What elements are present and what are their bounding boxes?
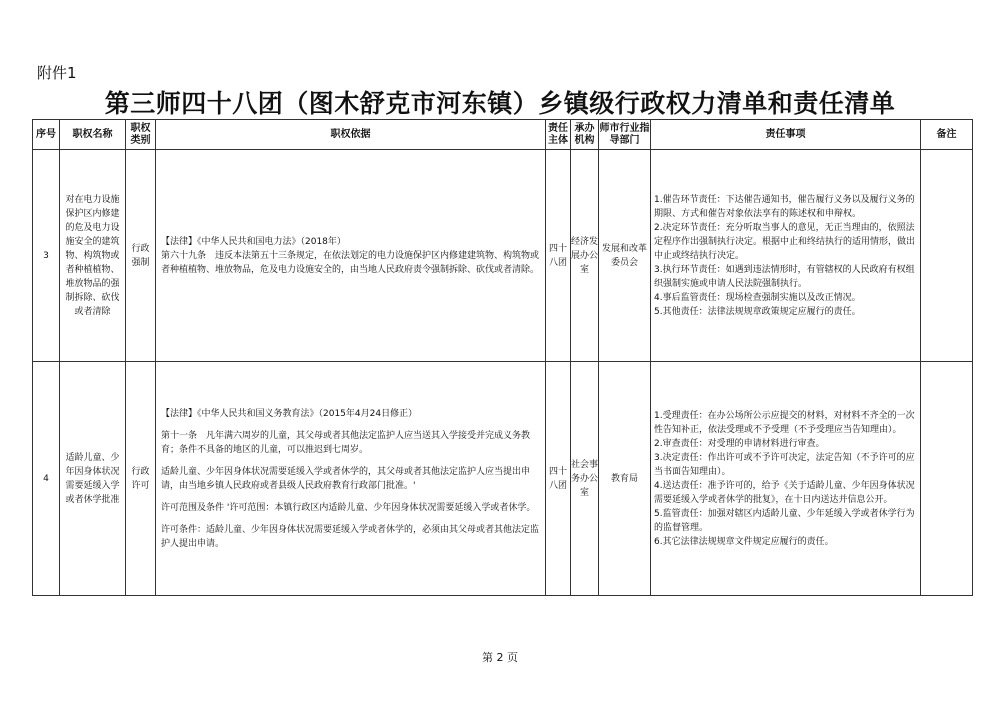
row-basis: [156, 150, 546, 362]
table-row: [33, 150, 973, 362]
basis-line: 适龄儿童、少年因身体状况需要延缓入学或者休学的，其父母或者其他法定监护人应当提出申请，由当地乡镇人民政府或者县级人民政府教育行政部门批准。': [161, 466, 531, 491]
power-responsibility-table: [32, 119, 973, 596]
row-subject: 四十八团: [546, 150, 571, 362]
attachment-label: 附件1: [37, 64, 77, 82]
header-remark: 备注: [921, 120, 973, 150]
basis-line: 第十一条 凡年满六周岁的儿童，其父母或者其他法定监护人应当送其入学接受并完成义务教育；条件不具备的地区的儿童，可以推迟到七周岁。: [161, 430, 531, 455]
header-no: 序号: [33, 120, 60, 150]
table-header-row: [33, 120, 973, 150]
duty-item: 1.受理责任：在办公场所公示应提交的材料，对材料不齐全的一次性告知补正，依法受理或不予受理（不予受理应当告知理由）。: [654, 410, 915, 435]
row-category: 行政强制: [126, 150, 156, 362]
row-category: 行政许可: [126, 362, 156, 596]
duty-item: 4.送达责任：准予许可的，给予《关于适龄儿童、少年因身体状况需要延缓入学或者休学的批复》，在十日内送达并信息公开。: [654, 480, 915, 505]
basis-line: 许可条件：适龄儿童、少年因身体状况需要延缓入学或者休学的，必须由其父母或者其他法定监护人提出申请。: [161, 524, 540, 549]
duty-item: 3.决定责任：作出许可或不予许可决定，法定告知（不予许可的应当书面告知理由）。: [654, 452, 915, 477]
header-duties: 责任事项: [651, 120, 921, 150]
row-no: 4: [33, 362, 60, 596]
row-basis: [156, 362, 546, 596]
duty-item: 4.事后监管责任：现场检查强制实施以及改正情况。: [654, 292, 861, 303]
header-agency: 承办机构: [571, 120, 599, 150]
row-subject: 四十八团: [546, 362, 571, 596]
row-guide-dept: 教育局: [599, 362, 651, 596]
row-power-name: 适龄儿童、少年因身体状况需要延缓入学或者休学批准: [60, 362, 126, 596]
header-guide-dept: 师市行业指导部门: [599, 120, 651, 150]
basis-line: 第六十九条 违反本法第五十三条规定，在依法划定的电力设施保护区内修建建筑物、构筑物或者种植植物、堆放物品，危及电力设施安全的，由当地人民政府责令强制拆除、砍伐或者清除。: [161, 250, 540, 275]
row-agency: 经济发展办公室: [571, 150, 599, 362]
duty-item: 5.其他责任：法律法规规章政策规定应履行的责任。: [654, 306, 861, 317]
row-remark: [921, 150, 973, 362]
header-basis: 职权依据: [156, 120, 546, 150]
header-category: 职权类别: [126, 120, 156, 150]
basis-line: 许可范围及条件 '许可范围：本镇行政区内适龄儿童、少年因身体状况需要延缓入学或者休学。: [161, 502, 536, 513]
row-no: 3: [33, 150, 60, 362]
row-power-name: 对在电力设施保护区内修建的危及电力设施安全的建筑物、构筑物或者种植植物、堆放物品的强制拆除、砍伐或者清除: [60, 150, 126, 362]
duty-item: 5.监管责任：加强对辖区内适龄儿童、少年延缓入学或者休学行为的监督管理。: [654, 508, 915, 533]
duty-item: 3.执行环节责任：如遇到违法情形时，有管辖权的人民政府有权组织强制实施或申请人民法院强制执行。: [654, 264, 915, 289]
page-title: 第三师四十八团（图木舒克市河东镇）乡镇级行政权力清单和责任清单: [104, 89, 896, 118]
duty-item: 2.审查责任：对受理的申请材料进行审查。: [654, 438, 825, 449]
page-number: 第 2 页: [482, 651, 518, 664]
header-subject: 责任主体: [546, 120, 571, 150]
duty-item: 2.决定环节责任：充分听取当事人的意见，无正当理由的，依照法定程序作出强制执行决定。根据中止和终结执行的适用情形，做出中止或终结执行决定。: [654, 222, 916, 261]
row-duties: [651, 362, 921, 596]
duty-item: 6.其它法律法规规章文件规定应履行的责任。: [654, 536, 834, 547]
row-remark: [921, 362, 973, 596]
duty-item: 1.催告环节责任：下达催告通知书，催告履行义务以及履行义务的期限、方式和催告对象依法享有的陈述权和申辩权。: [654, 194, 915, 219]
row-guide-dept: 发展和改革委员会: [599, 150, 651, 362]
row-duties: [651, 150, 921, 362]
basis-line: 【法律】《中华人民共和国电力法》（2018年）: [161, 236, 346, 247]
header-power-name: 职权名称: [60, 120, 126, 150]
basis-line: 【法律】《中华人民共和国义务教育法》（2015年4月24日修正）: [161, 408, 418, 419]
table-row: [33, 362, 973, 596]
row-agency: 社会事务办公室: [571, 362, 599, 596]
